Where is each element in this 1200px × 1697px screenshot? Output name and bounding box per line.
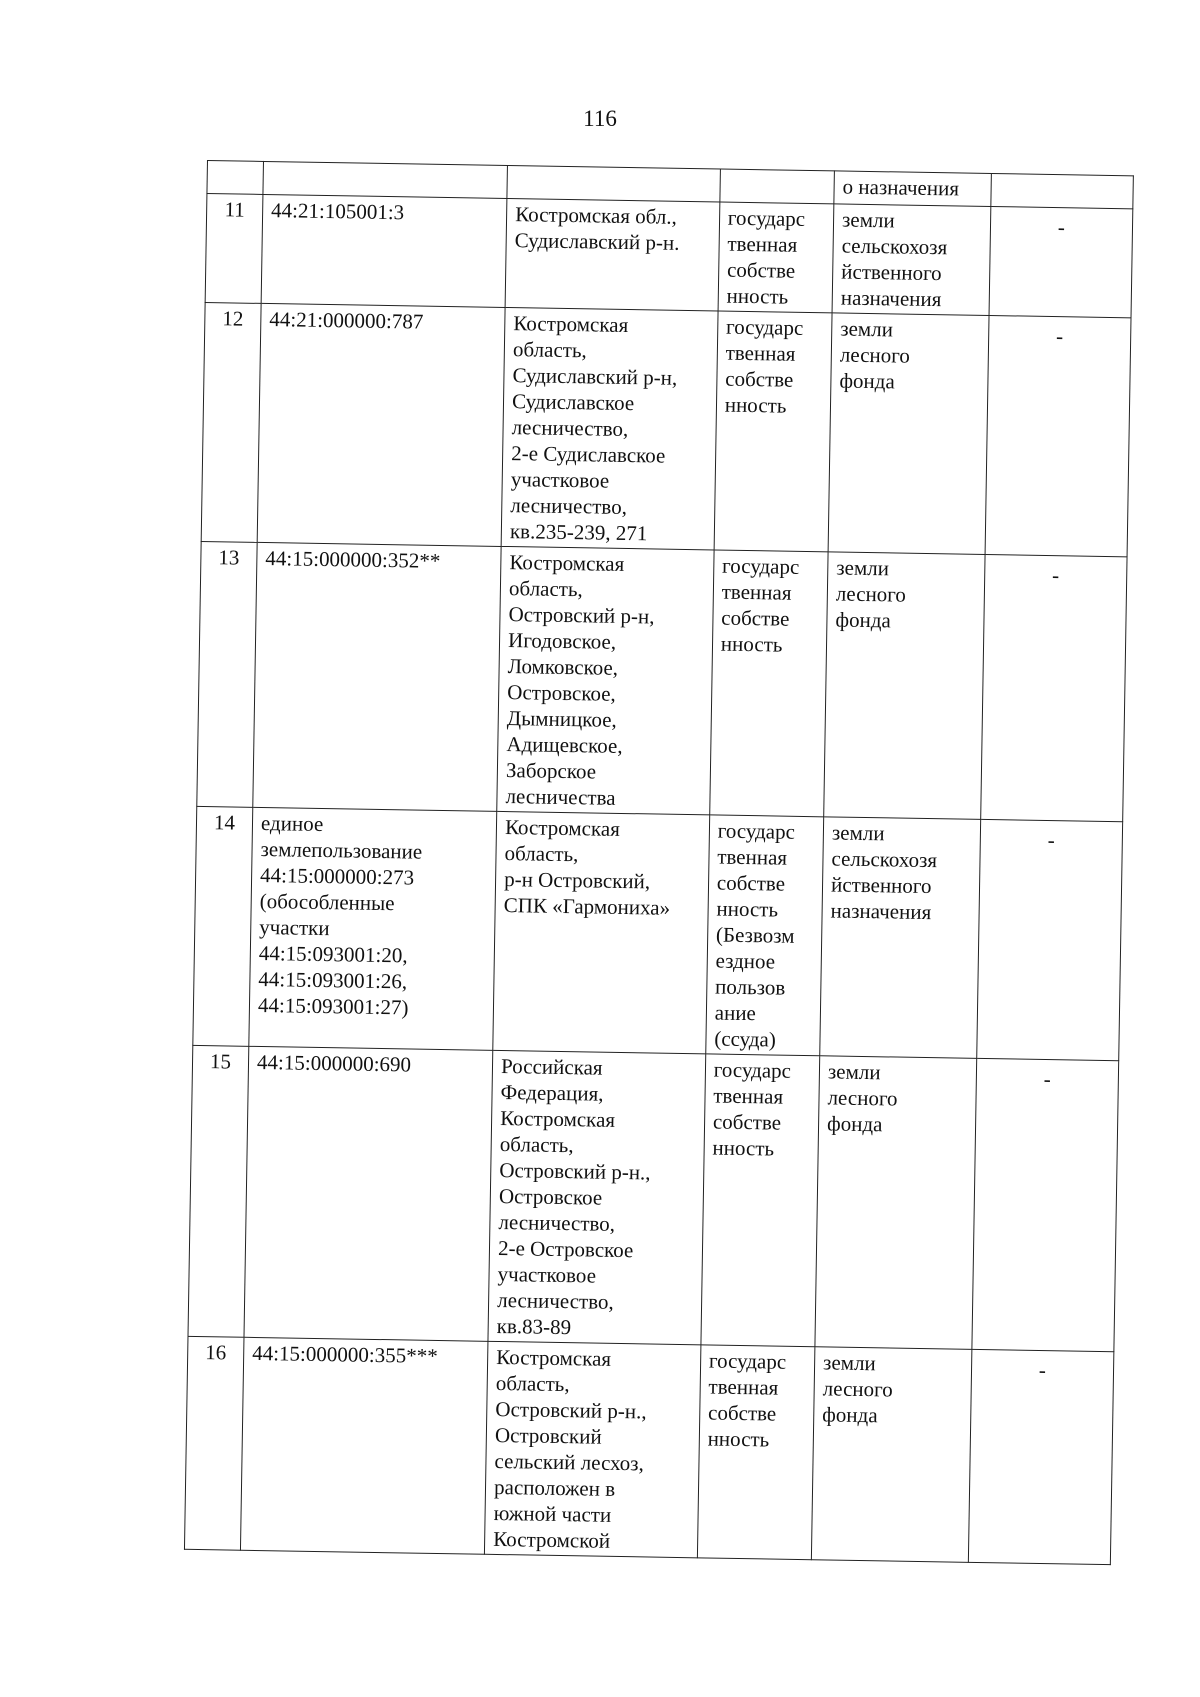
cell-cadastral: единое землепользование 44:15:000000:273 (обособленные участки 44:15:093001:20, 44:15:093001:26, 44:15:093001:27)	[249, 807, 497, 1050]
note-dash: -	[1055, 324, 1064, 349]
land-parcels-table	[184, 160, 1134, 1565]
note-dash: -	[1038, 1357, 1047, 1383]
table-row	[188, 1045, 1119, 1351]
table-row	[197, 541, 1127, 821]
cell-num: 11	[205, 194, 263, 304]
cell-category: земли лесного фонда	[824, 552, 985, 820]
table-row	[193, 806, 1123, 1060]
table-row	[201, 302, 1131, 556]
cell-ownership: государс твенная собстве нность	[710, 550, 829, 817]
cell-address: Костромская область, Судиславский р-н, Судиславское лесничество, 2-е Судиславское участковое лесничество, кв.235-239, 271	[501, 307, 718, 549]
table-row	[184, 1336, 1113, 1564]
cell-ownership	[720, 169, 835, 204]
cell-address: Костромская область, Островский р-н., Островский сельский лесхоз, расположен в южной части Костромской	[484, 1341, 700, 1557]
note-dash: -	[1047, 828, 1055, 853]
cell-category: земли лесного фонда	[815, 1056, 977, 1350]
cell-cadastral: 44:15:000000:355***	[240, 1337, 488, 1554]
cell-num: 14	[193, 806, 253, 1046]
note-dash: -	[1043, 1067, 1051, 1092]
cell-num	[207, 161, 264, 195]
cell-category: земли лесного фонда	[828, 313, 989, 555]
cell-cadastral	[263, 161, 508, 198]
cell-note	[989, 206, 1133, 317]
cell-ownership: государс твенная собстве нность	[714, 311, 832, 552]
cell-ownership: государс твенная собстве нность (Безвозм ездное пользов ание (ссуда)	[706, 815, 824, 1056]
cell-cadastral: 44:21:000000:787	[257, 303, 505, 546]
cell-note	[976, 819, 1122, 1060]
cell-num: 15	[188, 1045, 249, 1337]
cell-category: о назначения	[834, 171, 991, 207]
cell-address: Костромская область, Островский р-н, Игодовское, Ломковское, Островское, Дымницкое, Адищевское, Заборское лесничества	[497, 546, 714, 814]
note-dash: -	[1051, 563, 1060, 588]
cell-num: 13	[197, 541, 257, 807]
cell-address: Костромская область, р-н Островский, СПК «Гармониха»	[493, 811, 710, 1053]
note-dash: -	[1057, 215, 1066, 240]
cell-note	[991, 174, 1134, 209]
cell-ownership: государс твенная собстве нность	[718, 202, 834, 313]
cell-ownership: государс твенная собстве нность	[697, 1345, 815, 1560]
cell-cadastral: 44:15:000000:690	[244, 1046, 493, 1341]
cell-category: земли сельскохозя йственного назначения	[820, 817, 981, 1059]
cell-note	[972, 1058, 1119, 1351]
cell-category: земли лесного фонда	[811, 1347, 971, 1563]
cell-num: 16	[184, 1336, 244, 1550]
cell-num: 12	[201, 302, 261, 542]
cell-cadastral: 44:15:000000:352**	[253, 542, 501, 811]
cell-address	[507, 165, 720, 202]
page-number: 116	[583, 106, 617, 131]
table-row	[205, 194, 1133, 318]
cell-cadastral: 44:21:105001:3	[261, 194, 507, 307]
cell-address: Костромская обл., Судиславский р-н.	[505, 198, 720, 311]
cell-note	[968, 1349, 1114, 1564]
cell-address: Российская Федерация, Костромская область, Островский р-н., Островское лесничество, 2-е Островское участковое лесничество, кв.83-89	[488, 1050, 706, 1344]
cell-note	[980, 554, 1127, 821]
cell-category: земли сельскохозя йственного назначения	[832, 204, 991, 316]
cell-note	[985, 315, 1131, 556]
cell-ownership: государс твенная собстве нность	[701, 1054, 820, 1347]
